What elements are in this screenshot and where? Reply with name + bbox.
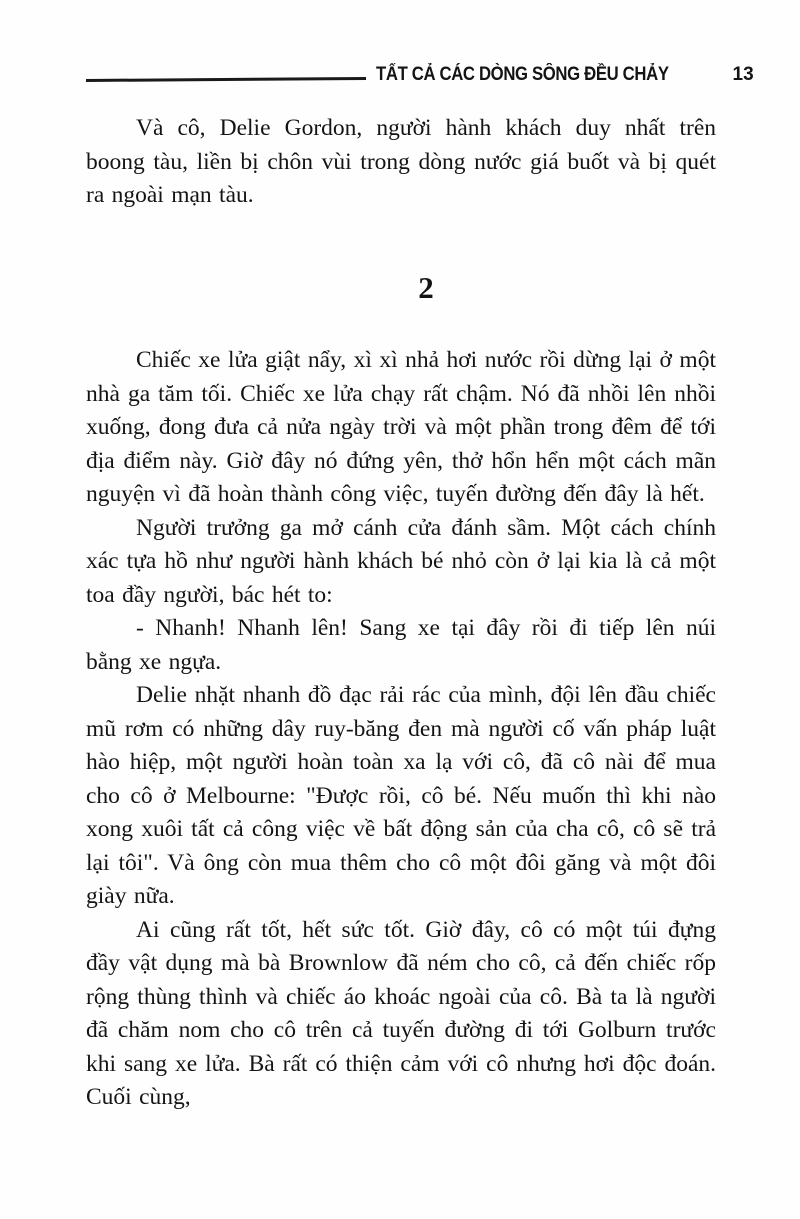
- paragraph: Ai cũng rất tốt, hết sức tốt. Giờ đây, cô có một túi đựng đầy vật dụng mà bà Brownlow đã ném cho cô, cả đến chiếc rốp rộng thùng thình và chiếc áo khoác ngoài của cô. Bà ta là người đã chăm nom cho cô trên cả tuyến đường đi tới Golburn trước khi sang xe lửa. Bà rất có thiện cảm với cô nhưng hơi độc đoán. Cuối cùng,: [86, 916, 716, 1110]
- paragraph: Delie nhặt nhanh đồ đạc rải rác của mình, đội lên đầu chiếc mũ rơm có những dây ruy-băng đen mà người cố vấn pháp luật hào hiệp, một người hoàn toàn xa lạ với cô, đã cô nài để mua cho cô ở Melbourne: "Được rồi, cô bé. Nếu muốn thì khi nào xong xuôi tất cả công việc về bất động sản của cha cô, cô sẽ trả lại tôi". Và ông còn mua thêm cho cô một đôi găng và một đôi giày nữa.: [86, 682, 716, 909]
- body-text: [86, 112, 716, 1115]
- paragraph: Chiếc xe lửa giật nẩy, xì xì nhả hơi nước rồi dừng lại ở một nhà ga tăm tối. Chiếc xe lửa chạy rất chậm. Nó đã nhồi lên nhồi xuống, đong đưa cả nửa ngày trời và một phần trong đêm để tới địa điểm này. Giờ đây nó đứng yên, thở hổn hển một cách mãn nguyện vì đã hoàn thành công việc, tuyến đường đến đây là hết.: [86, 347, 716, 507]
- running-header: [86, 60, 754, 86]
- running-title: TẤT CẢ CÁC DÒNG SÔNG ĐỀU CHẢY: [376, 64, 669, 85]
- chapter-number: 2: [418, 269, 434, 305]
- paragraph: Và cô, Delie Gordon, người hành khách duy nhất trên boong tàu, liền bị chôn vùi trong dòng nước giá buốt và bị quét ra ngoài mạn tàu.: [86, 115, 716, 208]
- page-number: 13: [732, 64, 754, 85]
- paragraph: Người trưởng ga mở cánh cửa đánh sầm. Một cách chính xác tựa hồ như người hành khách bé nhỏ còn ở lại kia là cả một toa đầy người, bác hét to:: [86, 514, 716, 608]
- paragraph: - Nhanh! Nhanh lên! Sang xe tại đây rồi đi tiếp lên núi bằng xe ngựa.: [86, 615, 716, 675]
- header-rule: [86, 77, 366, 82]
